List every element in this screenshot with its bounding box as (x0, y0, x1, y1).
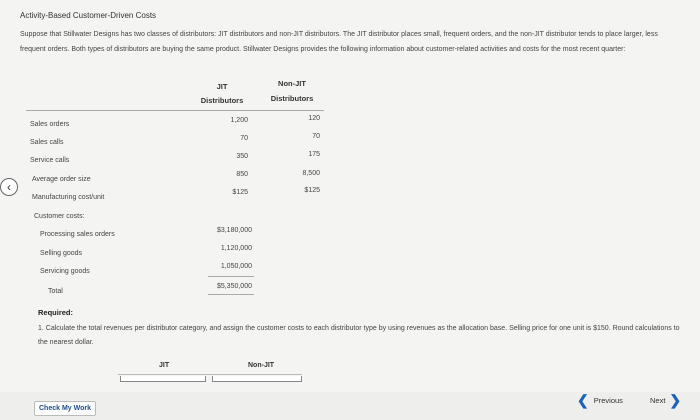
chevron-left-icon: ‹ (7, 180, 11, 194)
problem-intro: Suppose that Stillwater Designs has two classes of distributors: JIT distributors and non-JIT distributors. The JIT distributor places small, frequent orders, and the non-JIT distributor tends to place larger, less frequent orders. Both types of distributors are buying the same product. Stillwater Designs provides the following information about customer-related activities and costs for the most recent quarter: (20, 31, 658, 53)
page-title: Activity-Based Customer-Driven Costs (20, 11, 157, 20)
answer-col-nonjit: Non-JIT (248, 362, 275, 369)
total-value: $5,350,000 (216, 283, 252, 290)
cost-label: Processing sales orders (40, 231, 115, 238)
row-nonjit-value: 70 (312, 133, 320, 140)
answer-header-rule (118, 374, 302, 375)
answer-input-nonjit[interactable] (212, 376, 302, 382)
row-jit-value: 70 (240, 135, 248, 142)
total-rule (208, 276, 254, 277)
question-1-text: 1. Calculate the total revenues per distributor category, and assign the customer costs to each distributor type by using revenues as the allocation base. Selling price for one unit is $150. Round calculations to the nearest dollar. (38, 325, 680, 346)
back-button[interactable] (0, 178, 18, 196)
total-label: Total (48, 288, 63, 295)
next-label: Next (650, 395, 666, 405)
cost-label: Selling goods (40, 250, 83, 257)
table-header-rule (26, 110, 324, 111)
row-label: Sales calls (30, 139, 64, 146)
col-header-nonjit-line2: Distributors (270, 94, 314, 103)
col-header-jit-line2: Distributors (200, 96, 244, 105)
answer-input-jit[interactable] (120, 376, 206, 382)
row-jit-value: $125 (232, 189, 248, 196)
row-label: Manufacturing cost/unit (32, 194, 105, 201)
customer-costs-label: Customer costs: (34, 213, 85, 220)
col-header-nonjit-line1: Non-JIT (278, 79, 306, 88)
row-jit-value: 350 (236, 153, 248, 160)
total-double-rule (208, 294, 254, 295)
row-nonjit-value: 120 (308, 115, 320, 122)
row-nonjit-value: 175 (308, 151, 320, 158)
row-label: Sales orders (30, 121, 70, 128)
check-my-work-button[interactable]: Check My Work (34, 401, 96, 416)
cost-value: 1,120,000 (220, 245, 252, 252)
row-jit-value: 850 (236, 171, 248, 178)
cost-value: 1,050,000 (220, 263, 252, 270)
chevron-right-icon: ❯ (669, 391, 682, 408)
col-header-jit-line1: JIT (216, 82, 228, 91)
row-nonjit-value: 8,500 (302, 170, 320, 177)
next-button[interactable] (650, 391, 681, 409)
chevron-left-icon: ❮ (577, 391, 589, 408)
previous-button[interactable] (577, 391, 623, 409)
previous-label: Previous (593, 395, 623, 405)
row-label: Average order size (32, 176, 91, 183)
required-heading: Required: (38, 308, 74, 317)
answer-col-jit: JIT (159, 362, 170, 369)
cost-value: $3,180,000 (216, 227, 252, 234)
row-nonjit-value: $125 (304, 187, 320, 194)
cost-label: Servicing goods (40, 268, 90, 275)
row-label: Service calls (30, 157, 70, 164)
row-jit-value: 1,200 (230, 117, 248, 124)
